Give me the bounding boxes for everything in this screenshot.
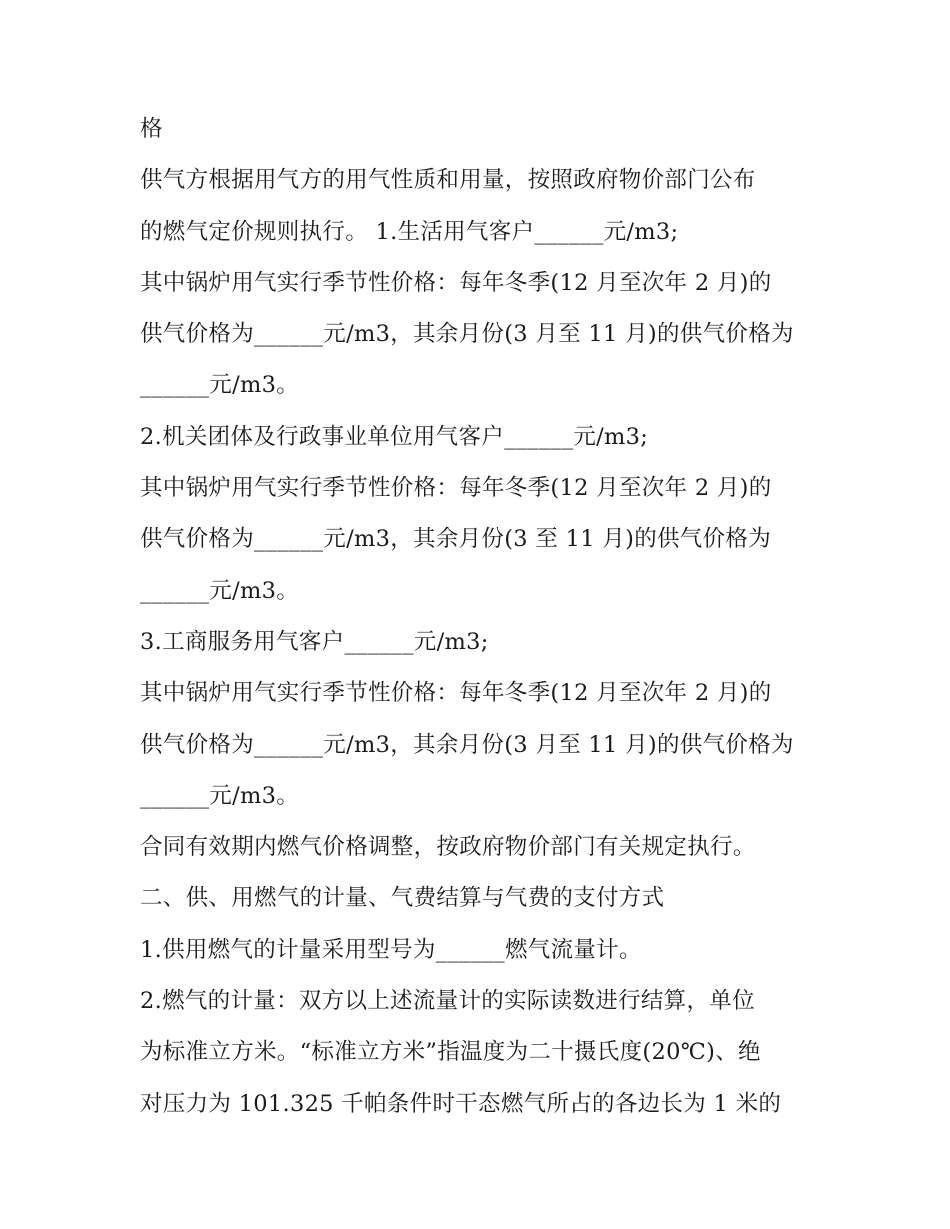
text-line: 其中锅炉用气实行季节性价格：每年冬季(12 月至次年 2 月)的 bbox=[140, 269, 772, 296]
text-line: 合同有效期内燃气价格调整，按政府物价部门有关规定执行。 bbox=[140, 834, 756, 861]
text-line: 1.供用燃气的计量采用型号为______燃气流量计。 bbox=[140, 936, 642, 963]
text-line: 供气方根据用气方的用气性质和用量，按照政府物价部门公布 bbox=[140, 167, 756, 194]
text-line: 其中锅炉用气实行季节性价格：每年冬季(12 月至次年 2 月)的 bbox=[140, 680, 772, 707]
text-line: ______元/m3。 bbox=[140, 372, 300, 399]
text-line: 供气价格为______元/m3，其余月份(3 月至 11 月)的供气价格为 bbox=[140, 731, 794, 758]
text-line: ______元/m3。 bbox=[140, 577, 300, 604]
section-heading: 二、供、用燃气的计量、气费结算与气费的支付方式 bbox=[140, 885, 665, 912]
text-line: 3.工商服务用气客户______元/m3; bbox=[140, 628, 489, 655]
text-line: 的燃气定价规则执行。 1.生活用气客户______元/m3; bbox=[140, 218, 679, 245]
text-line: 供气价格为______元/m3，其余月份(3 月至 11 月)的供气价格为 bbox=[140, 321, 794, 348]
document-body bbox=[140, 104, 820, 1130]
text-line: 为标准立方米。“标准立方米”指温度为二十摄氏度(20℃)、绝 bbox=[140, 1039, 761, 1066]
text-line: 格 bbox=[140, 116, 163, 142]
text-line: 供气价格为______元/m3，其余月份(3 至 11 月)的供气价格为 bbox=[140, 526, 771, 553]
text-line: 2.燃气的计量：双方以上述流量计的实际读数进行结算，单位 bbox=[140, 988, 755, 1015]
text-line: 2.机关团体及行政事业单位用气客户______元/m3; bbox=[140, 423, 649, 450]
text-line: ______元/m3。 bbox=[140, 782, 300, 809]
text-line: 其中锅炉用气实行季节性价格：每年冬季(12 月至次年 2 月)的 bbox=[140, 475, 772, 502]
text-line: 对压力为 101.325 千帕条件时干态燃气所占的各边长为 1 米的 bbox=[140, 1090, 782, 1117]
